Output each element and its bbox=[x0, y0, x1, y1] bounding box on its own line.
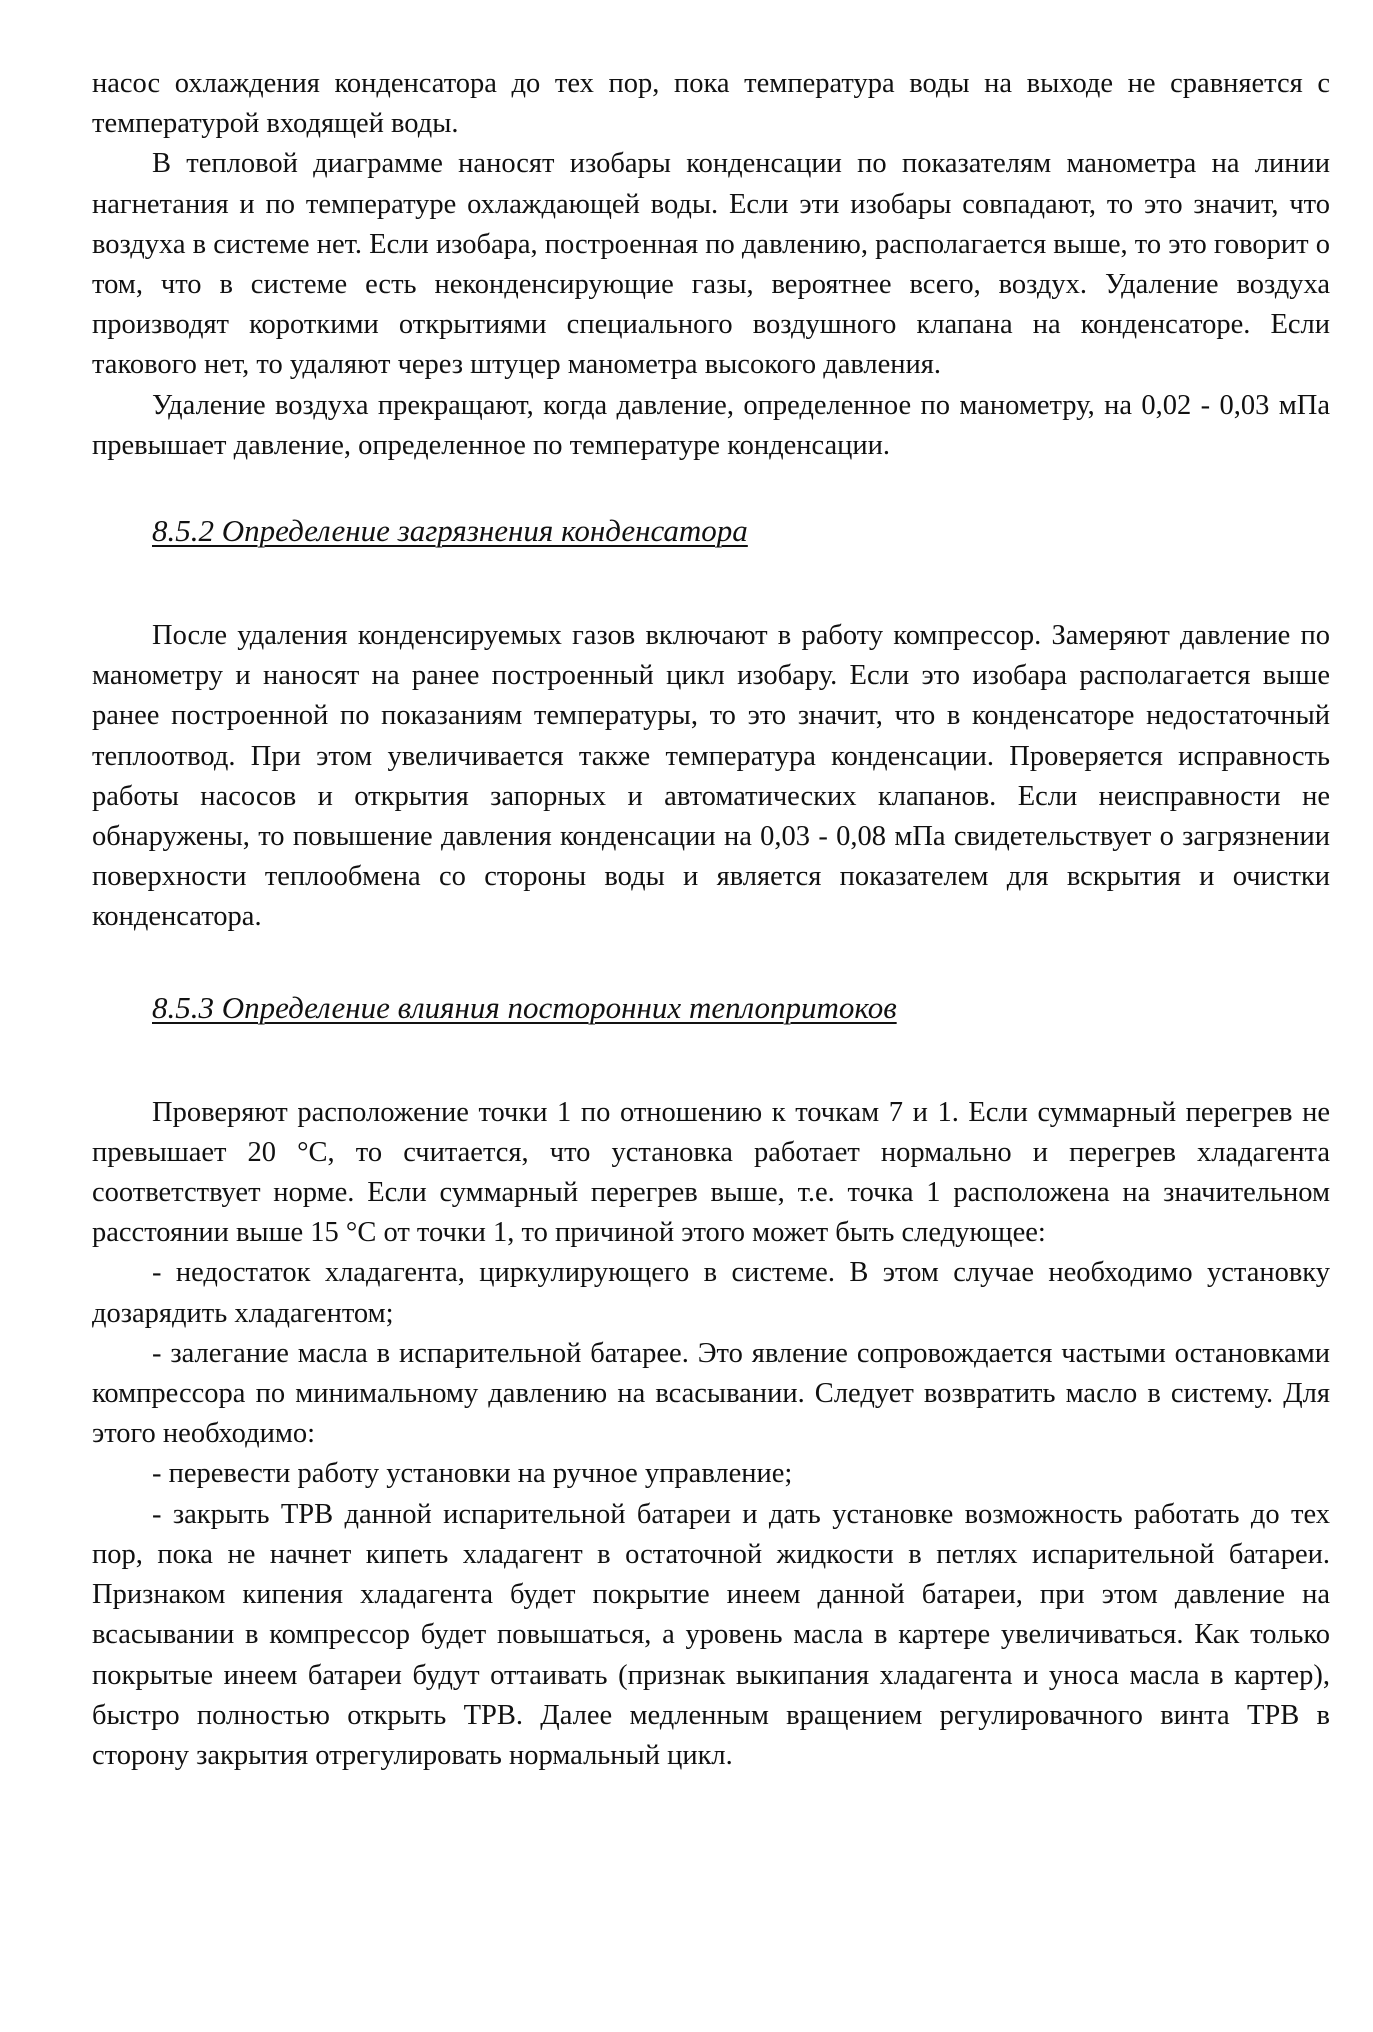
list-item-manual-control: - перевести работу установки на ручное управление; bbox=[152, 1458, 793, 1490]
list-item-close-trv: - закрыть ТРВ данной испарительной батареи и дать установке возможность работать до тех пор, пока не начнет кипеть хладагент в остаточной жидкости в петлях испарительной батареи. Признаком кипения хладагента будет покрытие инеем данной батареи, при этом давление на всасывании в компрессор будет повышаться, а уровень масла в картере увеличиваться. Как только покрытые инеем батареи будут оттаивать (признак выкипания хладагента и уноса масла в картер), быстро полностью открыть ТРВ. Далее медленным вращением регулировачного винта ТРВ в сторону закрытия отрегулировать нормальный цикл. bbox=[92, 1498, 1330, 1771]
list-item-refrigerant-shortage: - недостаток хладагента, циркулирующего в системе. В этом случае необходимо установку дозарядить хладагентом; bbox=[92, 1257, 1330, 1329]
paragraph-air-removal: Удаление воздуха прекращают, когда давление, определенное по манометру, на 0,02 - 0,03 мПа превышает давление, определенное по температуре конденсации. bbox=[92, 389, 1330, 461]
section-heading-8-5-2: 8.5.2 Определение загрязнения конденсатора bbox=[152, 513, 748, 549]
paragraph-condenser-fouling: После удаления конденсируемых газов включают в работу компрессор. Замеряют давление по манометру и наносят на ранее построенный цикл изобару. Если это изобара располагается выше ранее построенной по показаниям температуры, то это значит, что в конденсаторе недостаточный теплоотвод. При этом увеличивается также температура конденсации. Проверяется исправность работы насосов и открытия запорных и автоматических клапанов. Если неисправности не обнаружены, то повышение давления конденсации на 0,03 - 0,08 мПа свидетельствует о загрязнении поверхности теплообмена со стороны воды и является показателем для вскрытия и очистки конденсатора. bbox=[92, 620, 1330, 933]
paragraph-continuation: насос охлаждения конденсатора до тех пор, пока температура воды на выходе не сравняется с температурой входящей воды. bbox=[92, 68, 1330, 140]
paragraph-isobar-diagram: В тепловой диаграмме наносят изобары конденсации по показателям манометра на линии нагнетания и по температуре охлаждающей воды. Если эти изобары совпадают, то это значит, что воздуха в системе нет. Если изобара, построенная по давлению, располагается выше, то это говорит о том, что в системе есть неконденсирующие газы, вероятнее всего, воздух. Удаление воздуха производят короткими открытиями специального воздушного клапана на конденсаторе. Если такового нет, то удаляют через штуцер манометра высокого давления. bbox=[92, 148, 1330, 381]
paragraph-point-location: Проверяют расположение точки 1 по отношению к точкам 7 и 1. Если суммарный перегрев не превышает 20 °С, то считается, что установка работает нормально и перегрев хладагента соответствует норме. Если суммарный перегрев выше, т.е. точка 1 расположена на значительном расстоянии выше 15 °С от точки 1, то причиной этого может быть следующее: bbox=[92, 1096, 1330, 1249]
section-heading-8-5-3: 8.5.3 Определение влияния посторонних теплопритоков bbox=[152, 989, 897, 1025]
document-page bbox=[92, 64, 1330, 1776]
list-item-oil-logging: - залегание масла в испарительной батарее. Это явление сопровождается частыми остановками компрессора по минимальному давлению на всасывании. Следует возвратить масло в систему. Для этого необходимо: bbox=[92, 1337, 1330, 1450]
